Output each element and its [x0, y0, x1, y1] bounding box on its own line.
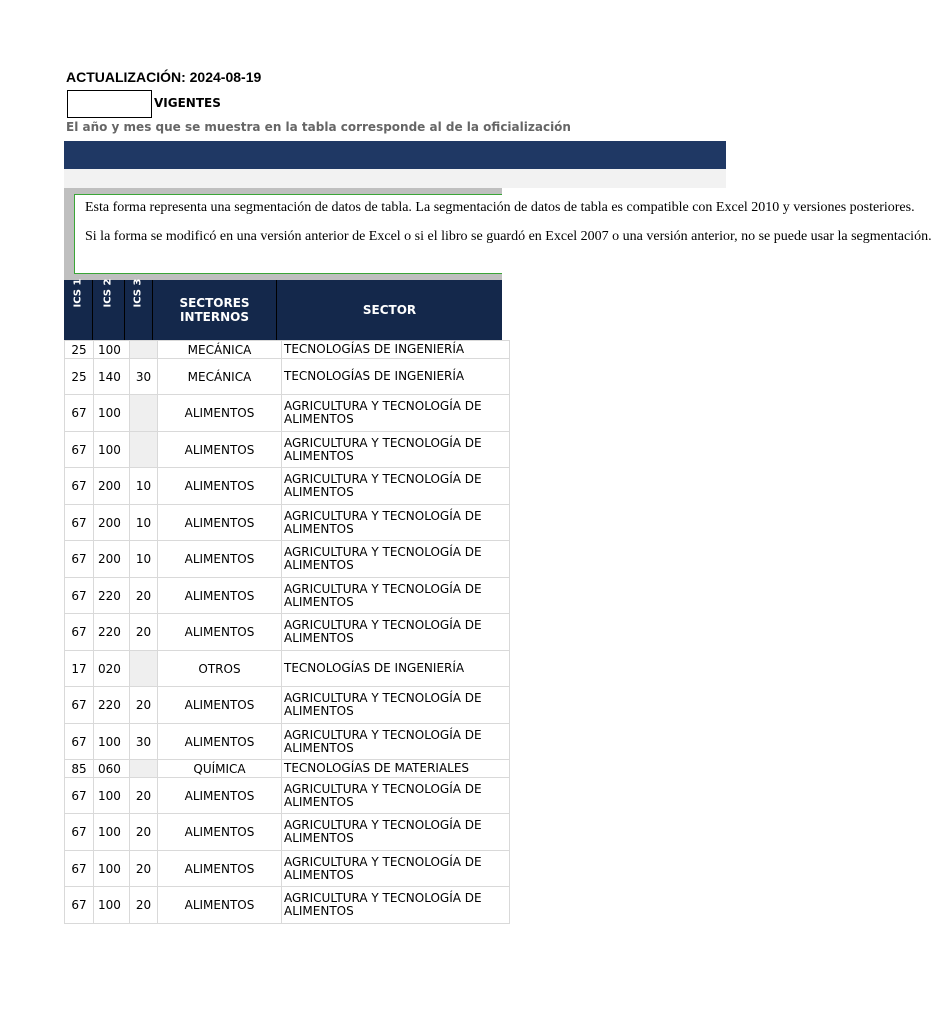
cell-ics2[interactable]: 220	[94, 578, 130, 614]
cell-ics2[interactable]: 100	[94, 395, 130, 432]
cell-ics3[interactable]: 20	[130, 887, 158, 924]
cell-ics2[interactable]: 100	[94, 851, 130, 887]
table-row[interactable]	[65, 760, 510, 778]
cell-ics3[interactable]: 10	[130, 541, 158, 578]
cell-ics3[interactable]: 20	[130, 687, 158, 724]
cell-sector-interno[interactable]: ALIMENTOS	[158, 578, 282, 614]
cell-ics1[interactable]: 67	[65, 814, 94, 851]
cell-ics2[interactable]: 220	[94, 687, 130, 724]
cell-sector[interactable]: AGRICULTURA Y TECNOLOGÍA DE ALIMENTOS	[282, 724, 510, 760]
cell-ics1[interactable]: 67	[65, 687, 94, 724]
cell-ics3[interactable]: 20	[130, 614, 158, 651]
table-row[interactable]	[65, 341, 510, 359]
cell-ics2[interactable]: 200	[94, 468, 130, 505]
cell-sector-interno[interactable]: MECÁNICA	[158, 341, 282, 359]
cell-ics2[interactable]: 220	[94, 614, 130, 651]
table-row[interactable]	[65, 468, 510, 505]
slicer-message-line2: Si la forma se modificó en una versión anterior de Excel o si el libro se guardó en Excel 2007 o una versión anterior, no se puede usar la segmentación.	[85, 229, 932, 244]
cell-sector[interactable]: TECNOLOGÍAS DE INGENIERÍA	[282, 359, 510, 395]
cell-ics3[interactable]: 20	[130, 851, 158, 887]
cell-sector-interno[interactable]: ALIMENTOS	[158, 505, 282, 541]
cell-ics2[interactable]: 020	[94, 651, 130, 687]
vigentes-checkbox[interactable]	[67, 90, 152, 118]
cell-ics2[interactable]: 200	[94, 541, 130, 578]
cell-sector[interactable]: AGRICULTURA Y TECNOLOGÍA DE ALIMENTOS	[282, 468, 510, 505]
cell-sector-interno[interactable]: ALIMENTOS	[158, 541, 282, 578]
table-row[interactable]	[65, 578, 510, 614]
cell-ics2[interactable]: 100	[94, 432, 130, 468]
cell-sector[interactable]: TECNOLOGÍAS DE MATERIALES	[282, 760, 510, 778]
cell-ics2[interactable]: 100	[94, 814, 130, 851]
cell-sector[interactable]: AGRICULTURA Y TECNOLOGÍA DE ALIMENTOS	[282, 395, 510, 432]
column-header-ics2[interactable]: ICS 2	[93, 280, 125, 340]
cell-ics2[interactable]: 200	[94, 505, 130, 541]
column-header-sectores-internos[interactable]: SECTORES INTERNOS	[153, 280, 277, 340]
cell-ics1[interactable]: 67	[65, 614, 94, 651]
cell-ics1[interactable]: 17	[65, 651, 94, 687]
cell-sector-interno[interactable]: ALIMENTOS	[158, 468, 282, 505]
cell-ics1[interactable]: 67	[65, 851, 94, 887]
column-header-ics1[interactable]: ICS 1	[64, 280, 93, 340]
column-header-sector[interactable]: SECTOR	[362, 303, 417, 317]
cell-ics2[interactable]: 140	[94, 359, 130, 395]
table-row[interactable]	[65, 614, 510, 651]
cell-sector-interno[interactable]: ALIMENTOS	[158, 814, 282, 851]
cell-sector[interactable]: AGRICULTURA Y TECNOLOGÍA DE ALIMENTOS	[282, 578, 510, 614]
cell-ics1[interactable]: 67	[65, 468, 94, 505]
cell-sector-interno[interactable]: ALIMENTOS	[158, 778, 282, 814]
cell-ics3[interactable]: 20	[130, 778, 158, 814]
header-band	[64, 141, 726, 169]
table-row[interactable]	[65, 687, 510, 724]
cell-sector[interactable]: AGRICULTURA Y TECNOLOGÍA DE ALIMENTOS	[282, 541, 510, 578]
cell-sector-interno[interactable]: ALIMENTOS	[158, 851, 282, 887]
table-body	[65, 341, 510, 924]
cell-ics3[interactable]: 10	[130, 468, 158, 505]
cell-ics2[interactable]: 100	[94, 887, 130, 924]
cell-ics2[interactable]: 100	[94, 341, 130, 359]
table-header	[64, 280, 502, 340]
table-row[interactable]	[65, 395, 510, 432]
cell-sector[interactable]: AGRICULTURA Y TECNOLOGÍA DE ALIMENTOS	[282, 432, 510, 468]
cell-ics2[interactable]: 060	[94, 760, 130, 778]
cell-sector[interactable]: AGRICULTURA Y TECNOLOGÍA DE ALIMENTOS	[282, 687, 510, 724]
cell-ics2[interactable]: 100	[94, 724, 130, 760]
cell-sector[interactable]: AGRICULTURA Y TECNOLOGÍA DE ALIMENTOS	[282, 851, 510, 887]
cell-sector[interactable]: TECNOLOGÍAS DE INGENIERÍA	[282, 651, 510, 687]
cell-ics3[interactable]: 20	[130, 814, 158, 851]
table-row[interactable]	[65, 851, 510, 887]
cell-sector-interno[interactable]: MECÁNICA	[158, 359, 282, 395]
table-row[interactable]	[65, 359, 510, 395]
cell-ics3[interactable]	[130, 651, 158, 687]
cell-sector-interno[interactable]: ALIMENTOS	[158, 395, 282, 432]
table-row[interactable]	[65, 724, 510, 760]
cell-ics3[interactable]	[130, 432, 158, 468]
cell-sector[interactable]: AGRICULTURA Y TECNOLOGÍA DE ALIMENTOS	[282, 778, 510, 814]
table-row[interactable]	[65, 778, 510, 814]
slicer-placeholder[interactable]	[74, 194, 932, 274]
cell-ics3[interactable]: 30	[130, 724, 158, 760]
cell-sector[interactable]: AGRICULTURA Y TECNOLOGÍA DE ALIMENTOS	[282, 614, 510, 651]
cell-ics1[interactable]: 25	[65, 341, 94, 359]
cell-ics1[interactable]: 67	[65, 724, 94, 760]
table-row[interactable]	[65, 814, 510, 851]
cell-ics1[interactable]: 67	[65, 505, 94, 541]
cell-ics1[interactable]: 67	[65, 432, 94, 468]
cell-ics3[interactable]	[130, 760, 158, 778]
cell-sector-interno[interactable]: ALIMENTOS	[158, 887, 282, 924]
cell-sector-interno[interactable]: ALIMENTOS	[158, 432, 282, 468]
cell-ics3[interactable]: 30	[130, 359, 158, 395]
table-row[interactable]	[65, 887, 510, 924]
update-title: ACTUALIZACIÓN: 2024-08-19	[66, 69, 262, 85]
filter-band	[64, 169, 726, 188]
cell-ics3[interactable]: 10	[130, 505, 158, 541]
cell-ics1[interactable]: 25	[65, 359, 94, 395]
table-row[interactable]	[65, 651, 510, 687]
cell-ics3[interactable]	[130, 395, 158, 432]
cell-ics1[interactable]: 85	[65, 760, 94, 778]
cell-ics2[interactable]: 100	[94, 778, 130, 814]
column-header-ics3[interactable]: ICS 3	[125, 280, 153, 340]
cell-ics3[interactable]: 20	[130, 578, 158, 614]
cell-sector-interno[interactable]: ALIMENTOS	[158, 724, 282, 760]
cell-sector-interno[interactable]: ALIMENTOS	[158, 687, 282, 724]
vigentes-label: VIGENTES	[154, 96, 221, 110]
cell-ics1[interactable]: 67	[65, 778, 94, 814]
cell-sector[interactable]: TECNOLOGÍAS DE INGENIERÍA	[282, 341, 510, 359]
table-row[interactable]	[65, 505, 510, 541]
cell-sector[interactable]: AGRICULTURA Y TECNOLOGÍA DE ALIMENTOS	[282, 505, 510, 541]
cell-ics1[interactable]: 67	[65, 541, 94, 578]
data-table	[64, 340, 510, 924]
cell-ics1[interactable]: 67	[65, 887, 94, 924]
cell-ics1[interactable]: 67	[65, 578, 94, 614]
slicer-message-line1: Esta forma representa una segmentación de datos de tabla. La segmentación de datos de tabla es compatible con Excel 2010 y versiones posteriores.	[85, 200, 915, 215]
cell-sector-interno[interactable]: OTROS	[158, 651, 282, 687]
table-row[interactable]	[65, 541, 510, 578]
cell-sector-interno[interactable]: ALIMENTOS	[158, 614, 282, 651]
note-text: El año y mes que se muestra en la tabla corresponde al de la oficialización	[66, 120, 571, 134]
cell-ics1[interactable]: 67	[65, 395, 94, 432]
cell-sector[interactable]: AGRICULTURA Y TECNOLOGÍA DE ALIMENTOS	[282, 887, 510, 924]
table-row[interactable]	[65, 432, 510, 468]
cell-sector-interno[interactable]: QUÍMICA	[158, 760, 282, 778]
cell-ics3[interactable]	[130, 341, 158, 359]
cell-sector[interactable]: AGRICULTURA Y TECNOLOGÍA DE ALIMENTOS	[282, 814, 510, 851]
